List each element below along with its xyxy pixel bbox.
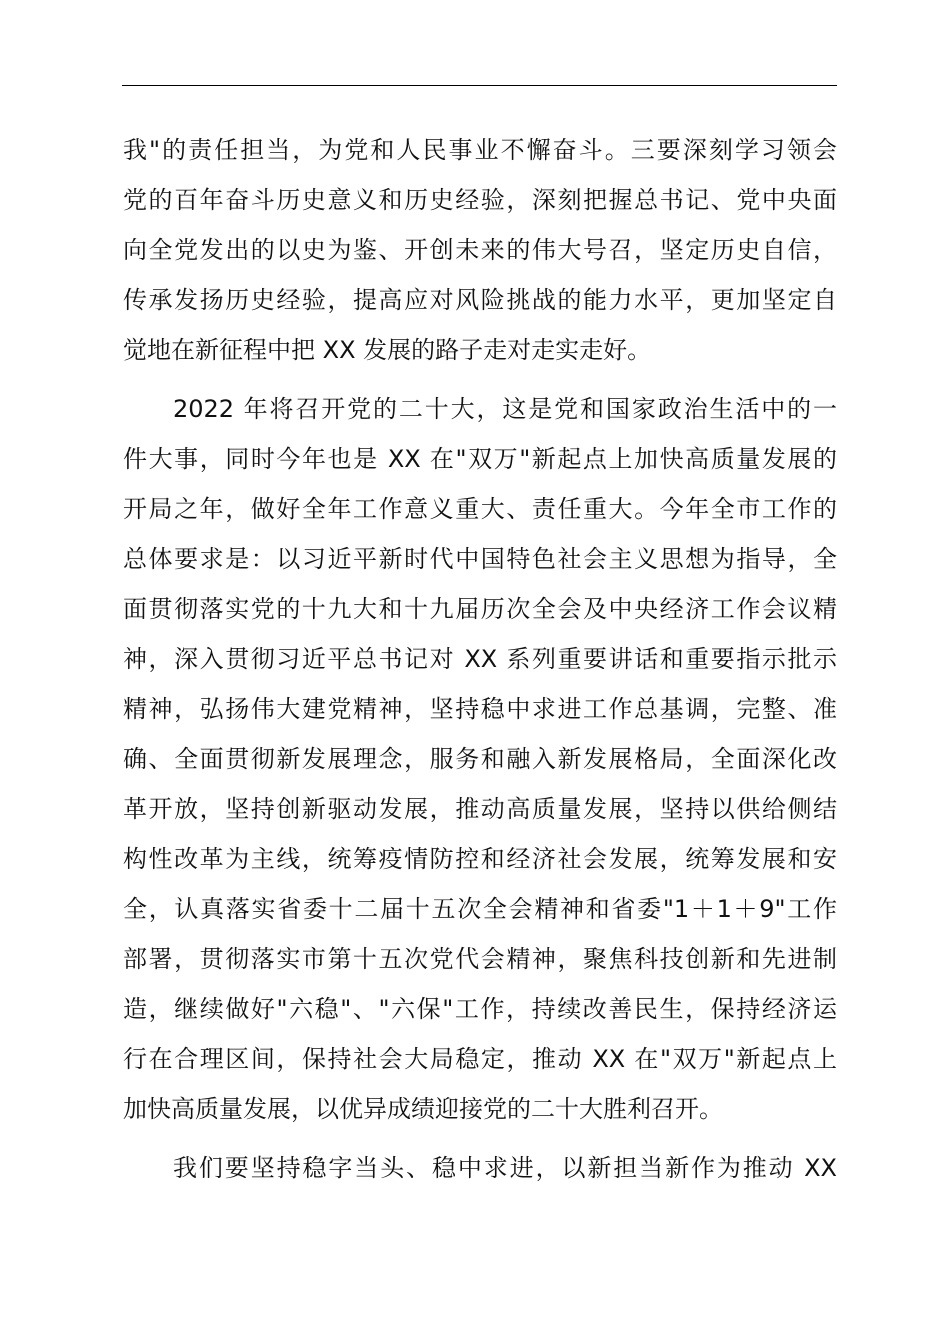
header-rule — [122, 85, 837, 86]
text-line: 部署，贯彻落实市第十五次党代会精神，聚焦科技创新和先进制 — [123, 945, 837, 973]
paragraph — [123, 125, 837, 375]
text-line: 精神，弘扬伟大建党精神，坚持稳中求进工作总基调，完整、准 — [123, 695, 837, 723]
text-line: 向全党发出的以史为鉴、开创未来的伟大号召，坚定历史自信， — [123, 236, 837, 264]
text-line: 件大事，同时今年也是 XX 在"双万"新起点上加快高质量发展的 — [123, 445, 837, 473]
text-line: 我"的责任担当，为党和人民事业不懈奋斗。三要深刻学习领会 — [123, 136, 837, 164]
text-line: 2022 年将召开党的二十大，这是党和国家政治生活中的一 — [173, 395, 837, 423]
paragraph-spacer — [123, 1134, 837, 1143]
paragraph — [123, 384, 837, 1134]
text-line: 觉地在新征程中把 XX 发展的路子走对走实走好。 — [123, 336, 652, 364]
text-line: 加快高质量发展，以优异成绩迎接党的二十大胜利召开。 — [123, 1095, 723, 1123]
text-line: 造，继续做好"六稳"、"六保"工作，持续改善民生，保持经济运 — [123, 995, 837, 1023]
text-line: 全，认真落实省委十二届十五次全会精神和省委"1＋1＋9"工作 — [123, 895, 837, 923]
paragraph — [123, 1143, 837, 1193]
text-line: 党的百年奋斗历史意义和历史经验，深刻把握总书记、党中央面 — [123, 186, 837, 214]
text-line: 神，深入贯彻习近平总书记对 XX 系列重要讲话和重要指示批示 — [123, 645, 837, 673]
text-line: 开局之年，做好全年工作意义重大、责任重大。今年全市工作的 — [123, 495, 837, 523]
text-line: 面贯彻落实党的十九大和十九届历次全会及中央经济工作会议精 — [123, 595, 837, 623]
text-line: 革开放，坚持创新驱动发展，推动高质量发展，坚持以供给侧结 — [123, 795, 837, 823]
paragraph-spacer — [123, 375, 837, 384]
text-line: 我们要坚持稳字当头、稳中求进，以新担当新作为推动 XX — [173, 1154, 837, 1182]
text-line: 确、全面贯彻新发展理念，服务和融入新发展格局，全面深化改 — [123, 745, 837, 773]
text-line: 行在合理区间，保持社会大局稳定，推动 XX 在"双万"新起点上 — [123, 1045, 837, 1073]
document-body — [123, 125, 837, 1193]
text-line: 传承发扬历史经验，提高应对风险挑战的能力水平，更加坚定自 — [123, 286, 837, 314]
text-line: 总体要求是：以习近平新时代中国特色社会主义思想为指导，全 — [123, 545, 837, 573]
text-line: 构性改革为主线，统筹疫情防控和经济社会发展，统筹发展和安 — [123, 845, 837, 873]
